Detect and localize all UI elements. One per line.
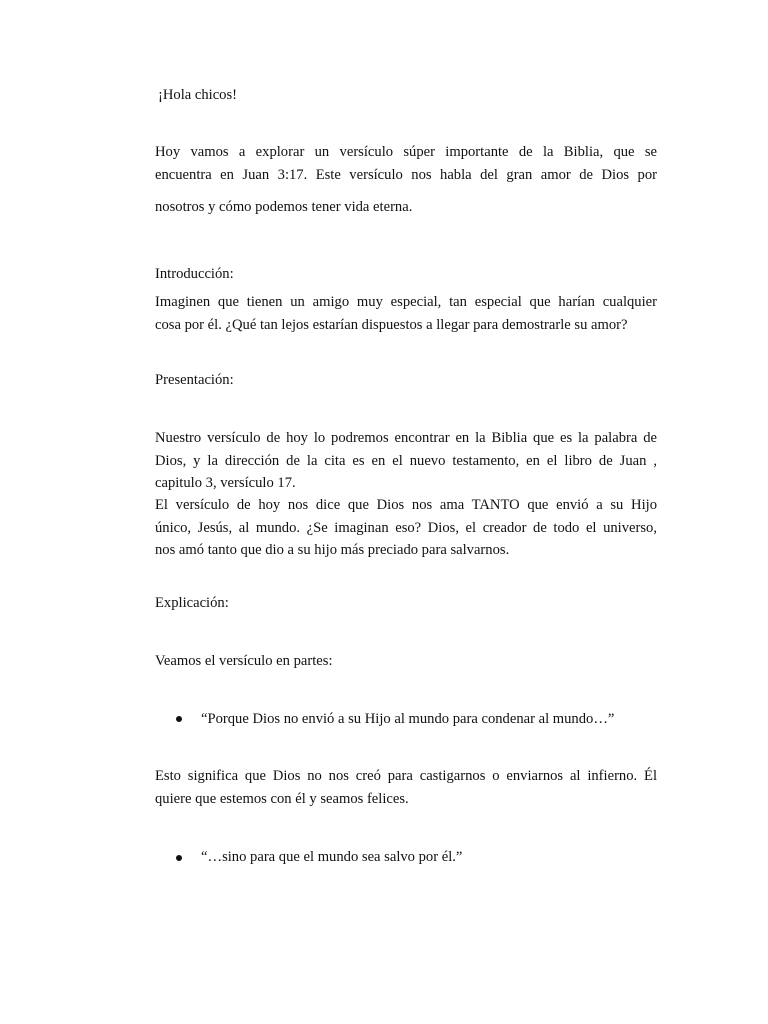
bullet-1-explanation-line-1: Esto significa que Dios no nos creó para castigarnos o enviarnos al infierno. Él	[155, 768, 657, 784]
intro-line-3: nosotros y cómo podemos tener vida eterna.	[155, 199, 413, 215]
presentacion-p2-line-2: único, Jesús, al mundo. ¿Se imaginan eso? Dios, el creador de todo el universo,	[155, 519, 657, 536]
presentacion-paragraph-1	[155, 427, 657, 495]
introduccion-heading	[155, 263, 657, 286]
bullet-dot-icon	[176, 855, 182, 861]
greeting-text: ¡Hola chicos!	[158, 87, 238, 103]
introduccion-paragraph	[155, 291, 657, 336]
introduccion-line-1: Imaginen que tienen un amigo muy especial, tan especial que harían cualquier	[155, 294, 657, 310]
presentacion-p2-line-1: El versículo de hoy nos dice que Dios nos ama TANTO que envió a su Hijo	[155, 497, 657, 513]
bullet-1-explanation	[155, 765, 657, 810]
greeting	[158, 84, 660, 107]
explicacion-heading-text: Explicación:	[155, 595, 229, 611]
intro-paragraph	[155, 141, 657, 186]
explicacion-lead	[155, 650, 657, 673]
presentacion-p1-line-1: Nuestro versículo de hoy lo podremos encontrar en la Biblia que es la palabra de	[155, 430, 657, 446]
explicacion-lead-text: Veamos el versículo en partes:	[155, 653, 333, 669]
intro-line-2: encuentra en Juan 3:17. Este versículo nos habla del gran amor de Dios por	[155, 166, 657, 183]
intro-line-1: Hoy vamos a explorar un versículo súper importante de la Biblia, que se	[155, 144, 657, 160]
presentacion-p1-line-3: capitulo 3, versículo 17.	[155, 475, 296, 491]
bullet-2-text: “…sino para que el mundo sea salvo por él.”	[201, 849, 463, 865]
intro-paragraph-end	[155, 196, 657, 219]
presentacion-heading-text: Presentación:	[155, 372, 234, 388]
bullet-1-explanation-line-2: quiere que estemos con él y seamos felices.	[155, 790, 409, 807]
bullet-dot-icon	[176, 716, 182, 722]
presentacion-p1-line-2: Dios, y la dirección de la cita es en el nuevo testamento, en el libro de Juan ,	[155, 452, 657, 469]
introduccion-line-2: cosa por él. ¿Qué tan lejos estarían dispuestos a llegar para demostrarle su amor?	[155, 316, 628, 333]
presentacion-p2-line-3: nos amó tanto que dio a su hijo más preciado para salvarnos.	[155, 542, 510, 558]
presentacion-paragraph-2	[155, 494, 657, 562]
introduccion-heading-text: Introducción:	[155, 266, 234, 282]
bullet-1-text: “Porque Dios no envió a su Hijo al mundo para condenar al mundo…”	[201, 711, 615, 727]
presentacion-heading	[155, 369, 657, 392]
explicacion-heading	[155, 592, 657, 615]
